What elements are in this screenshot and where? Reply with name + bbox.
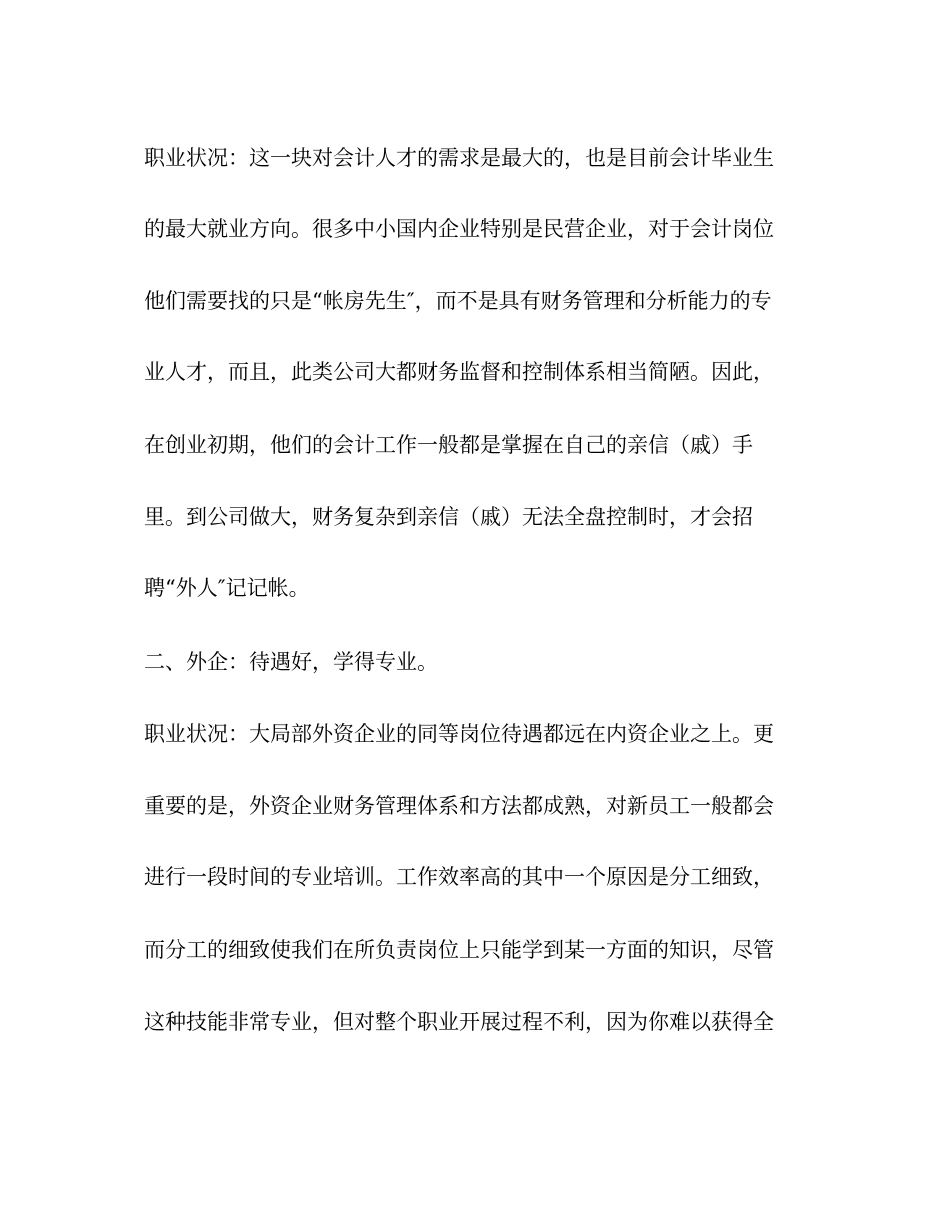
paragraph-line: 而分工的细致使我们在所负责岗位上只能学到某一方面的知识，尽管	[144, 938, 774, 962]
paragraph-line: 他们需要找的只是“帐房先生″，而不是具有财务管理和分析能力的专	[144, 289, 772, 313]
paragraph-line: 聘“外人″记记帐。	[144, 576, 310, 600]
paragraph-line: 进行一段时间的专业培训。工作效率高的其中一个原因是分工细致，	[144, 865, 774, 889]
paragraph-line: 在创业初期，他们的会计工作一般都是掌握在自己的亲信（戚）手	[144, 433, 753, 457]
paragraph-line: 职业状况：这一块对会计人才的需求是最大的，也是目前会计毕业生	[144, 146, 774, 170]
paragraph-line: 业人才，而且，此类公司大都财务监督和控制体系相当简陋。因此，	[144, 360, 774, 384]
paragraph-line: 的最大就业方向。很多中小国内企业特别是民营企业，对于会计岗位	[144, 217, 774, 241]
paragraph-line: 重要的是，外资企业财务管理体系和方法都成熟，对新员工一般都会	[144, 794, 774, 818]
section-heading: 二、外企：待遇好，学得专业。	[144, 650, 438, 674]
paragraph-line: 这种技能非常专业，但对整个职业开展过程不利，因为你难以获得全	[144, 1010, 774, 1034]
paragraph-line: 职业状况：大局部外资企业的同等岗位待遇都远在内资企业之上。更	[144, 722, 774, 746]
paragraph-line: 里。到公司做大，财务复杂到亲信（戚）无法全盘控制时，才会招	[144, 505, 753, 529]
